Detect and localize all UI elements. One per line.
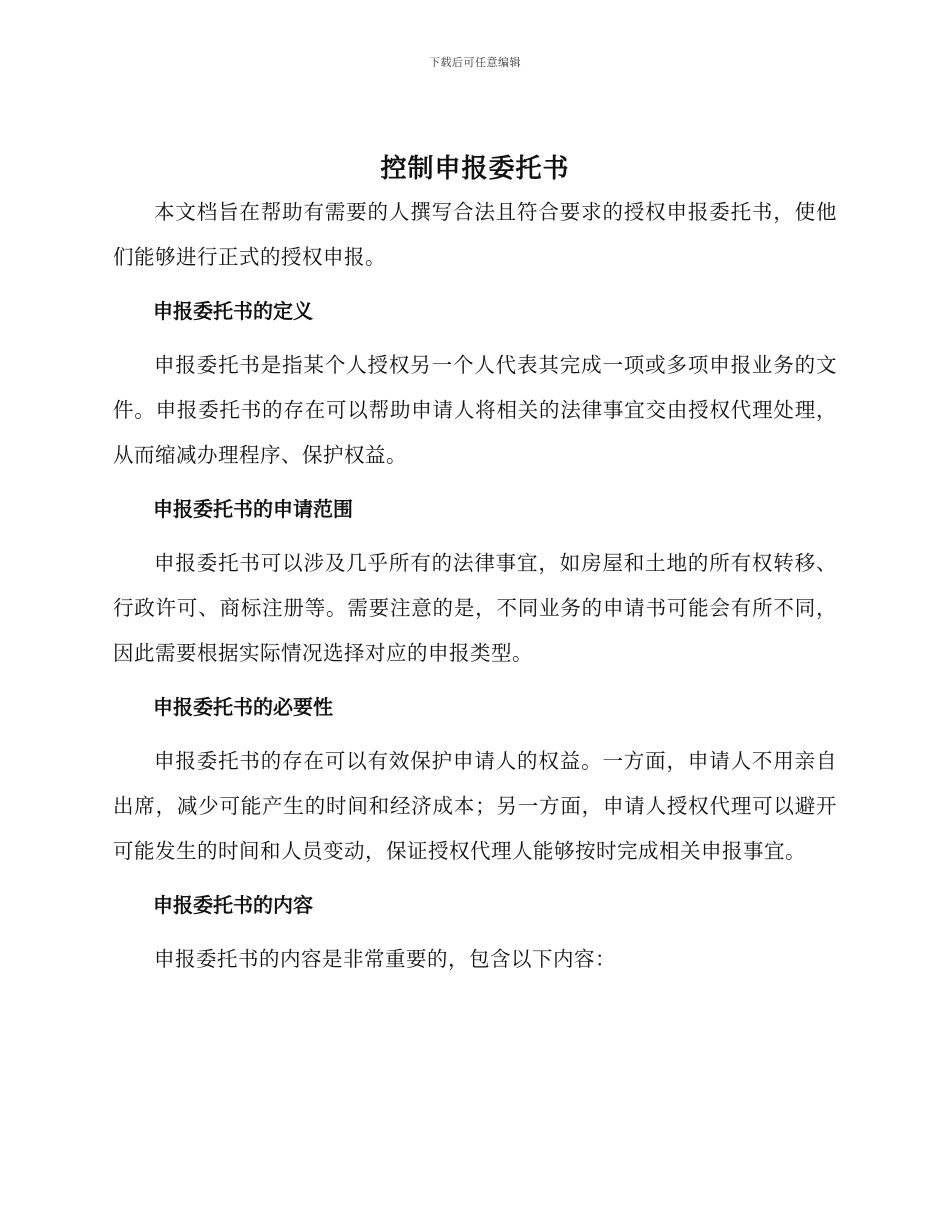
- section-heading-scope: 申报委托书的申请范围: [153, 497, 353, 521]
- section-heading-content: 申报委托书的内容: [153, 893, 313, 917]
- header-note: 下载后可任意编辑: [429, 56, 521, 69]
- document-title: 控制申报委托书: [380, 154, 570, 184]
- section-heading-necessity: 申报委托书的必要性: [153, 695, 333, 719]
- section-paragraph-definition: 申报委托书是指某个人授权另一个人代表其完成一项或多项申报业务的文件。申报委托书的存在可以帮助申请人将相关的法律事宜交由授权代理处理，从而缩减办理程序、保护权益。: [113, 353, 837, 467]
- section-paragraph-necessity: 申报委托书的存在可以有效保护申请人的权益。一方面，申请人不用亲自出席，减少可能产生的时间和经济成本；另一方面，申请人授权代理可以避开可能发生的时间和人员变动，保证授权代理人能够按时完成相关申报事宜。: [113, 749, 837, 863]
- section-heading-definition: 申报委托书的定义: [153, 299, 313, 323]
- intro-paragraph: 本文档旨在帮助有需要的人撰写合法且符合要求的授权申报委托书，使他们能够进行正式的授权申报。: [113, 200, 837, 269]
- document-body: [113, 190, 837, 982]
- section-paragraph-scope: 申报委托书可以涉及几乎所有的法律事宜，如房屋和土地的所有权转移、行政许可、商标注册等。需要注意的是，不同业务的申请书可能会有所不同，因此需要根据实际情况选择对应的申报类型。: [113, 551, 837, 665]
- section-paragraph-content: 申报委托书的内容是非常重要的，包含以下内容：: [154, 947, 616, 971]
